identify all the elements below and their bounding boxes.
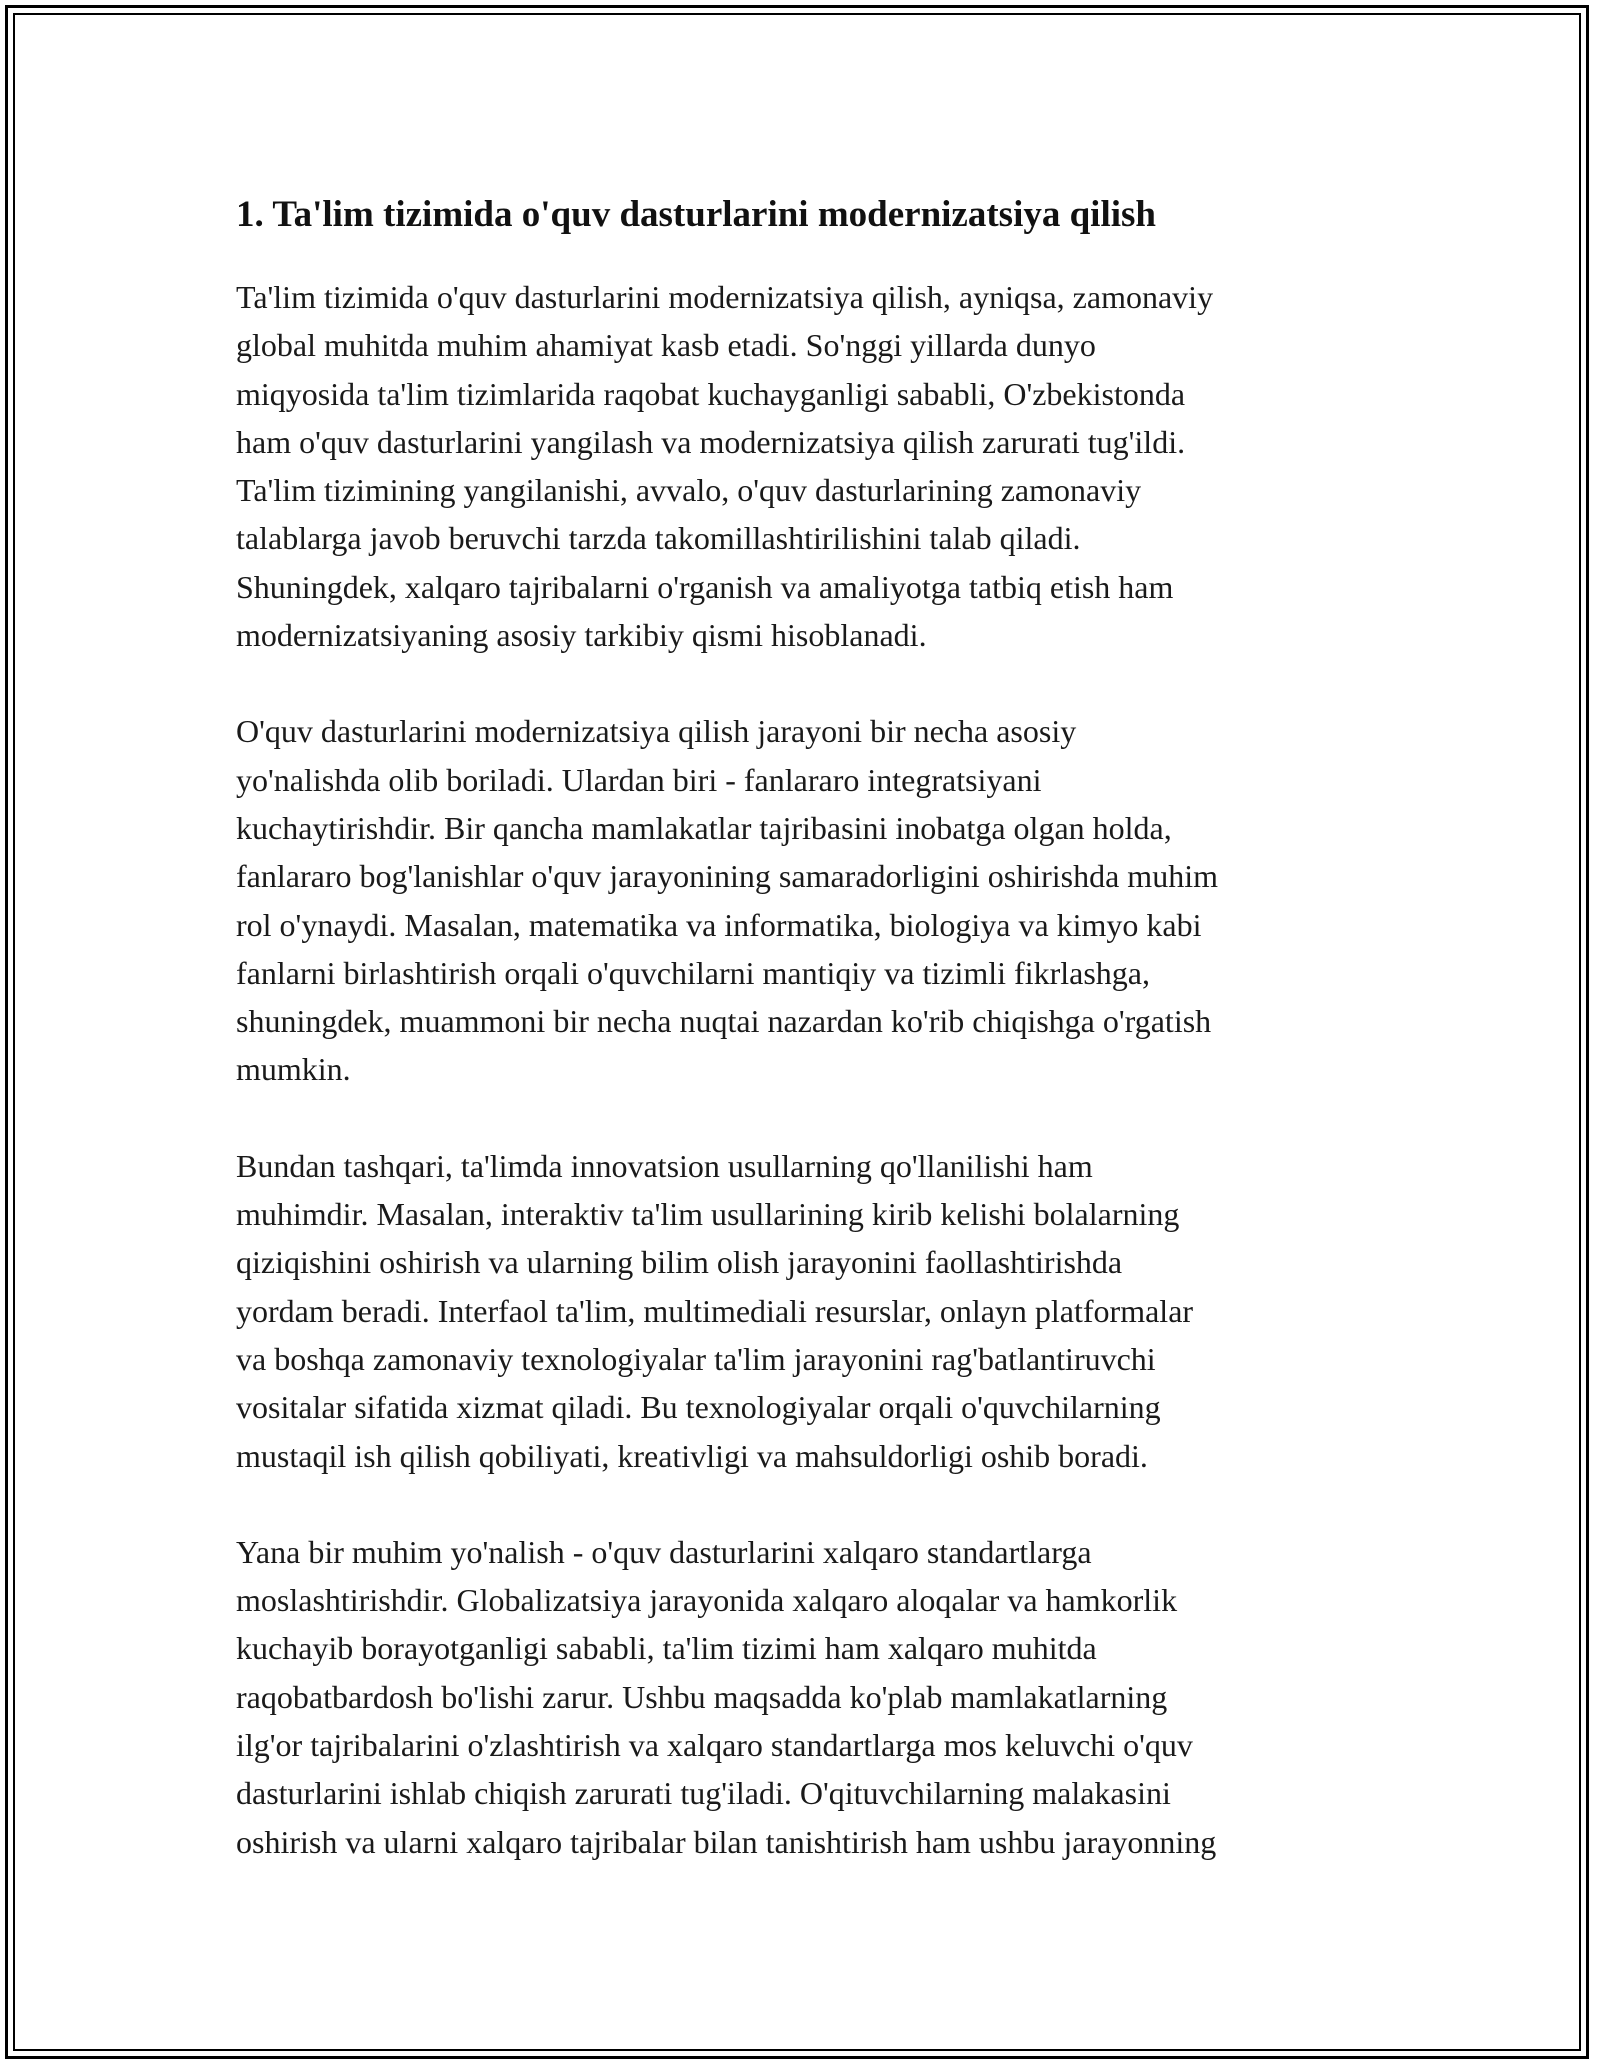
text-line: fanlararo bog'lanishlar o'quv jarayonining samaradorligini oshirishda muhim: [236, 858, 1218, 895]
paragraph-1: [236, 273, 1366, 659]
text-line: oshirish va ularni xalqaro tajribalar bilan tanishtirish ham ushbu jarayonning: [236, 1823, 1217, 1860]
text-line: Ta'lim tizimida o'quv dasturlarini modernizatsiya qilish, ayniqsa, zamonaviy: [236, 279, 1214, 315]
section-heading: 1. Ta'lim tizimida o'quv dasturlarini modernizatsiya qilish: [236, 194, 1156, 235]
text-line: Ta'lim tizimining yangilanishi, avvalo, o'quv dasturlarining zamonaviy: [236, 472, 1142, 509]
text-line: va boshqa zamonaviy texnologiyalar ta'lim jarayonini rag'batlantiruvchi: [236, 1340, 1156, 1377]
text-line: moslashtirishdir. Globalizatsiya jarayonida xalqaro aloqalar va hamkorlik: [236, 1582, 1178, 1619]
text-line: talablarga javob beruvchi tarzda takomillashtirilishini talab qiladi.: [236, 520, 1081, 557]
text-line: vositalar sifatida xizmat qiladi. Bu texnologiyalar orqali o'quvchilarning: [236, 1389, 1161, 1426]
text-line: raqobatbardosh bo'lishi zarur. Ushbu maqsadda ko'plab mamlakatlarning: [236, 1678, 1168, 1715]
text-line: Yana bir muhim yo'nalish - o'quv dasturlarini xalqaro standartlarga: [236, 1533, 1092, 1570]
text-line: modernizatsiyaning asosiy tarkibiy qismi hisoblanadi.: [236, 617, 927, 654]
text-line: yo'nalishda olib boriladi. Ulardan biri - fanlararo integratsiyani: [236, 761, 1042, 798]
text-line: yordam beradi. Interfaol ta'lim, multimediali resurslar, onlayn platformalar: [236, 1292, 1194, 1329]
paragraph-2: [236, 707, 1366, 1093]
text-line: dasturlarini ishlab chiqish zarurati tug'iladi. O'qituvchilarning malakasini: [236, 1775, 1171, 1812]
paragraph-4: [236, 1528, 1366, 1866]
paragraph-3: [236, 1142, 1366, 1480]
text-line: ham o'quv dasturlarini yangilash va modernizatsiya qilish zarurati tug'ildi.: [236, 423, 1186, 460]
text-line: miqyosida ta'lim tizimlarida raqobat kuchayganligi sababli, O'zbekistonda: [236, 375, 1186, 412]
text-line: rol o'ynaydi. Masalan, matematika va informatika, biologiya va kimyo kabi: [236, 906, 1202, 943]
text-line: mumkin.: [236, 1051, 351, 1088]
text-line: Bundan tashqari, ta'limda innovatsion usullarning qo'llanilishi ham: [236, 1147, 1093, 1184]
text-line: mustaqil ish qilish qobiliyati, kreativligi va mahsuldorligi oshib boradi.: [236, 1437, 1148, 1474]
text-line: kuchaytirishdir. Bir qancha mamlakatlar tajribasini inobatga olgan holda,: [236, 809, 1172, 846]
text-line: fanlarni birlashtirish orqali o'quvchilarni mantiqiy va tizimli fikrlashga,: [236, 954, 1150, 991]
text-line: O'quv dasturlarini modernizatsiya qilish jarayoni bir necha asosiy: [236, 713, 1077, 750]
text-line: kuchayib borayotganligi sababli, ta'lim tizimi ham xalqaro muhitda: [236, 1630, 1097, 1667]
text-line: Shuningdek, xalqaro tajribalarni o'rganish va amaliyotga tatbiq etish ham: [236, 568, 1174, 605]
text-line: ilg'or tajribalarini o'zlashtirish va xalqaro standartlarga mos keluvchi o'quv: [236, 1727, 1193, 1764]
text-line: muhimdir. Masalan, interaktiv ta'lim usullarining kirib kelishi bolalarning: [236, 1196, 1180, 1233]
document-body: [236, 183, 1366, 1914]
text-line: qiziqishini oshirish va ularning bilim olish jarayonini faollashtirishda: [236, 1244, 1123, 1281]
text-line: shuningdek, muammoni bir necha nuqtai nazardan ko'rib chiqishga o'rgatish: [236, 1003, 1212, 1040]
text-line: global muhitda muhim ahamiyat kasb etadi. So'nggi yillarda dunyo: [236, 327, 1096, 364]
